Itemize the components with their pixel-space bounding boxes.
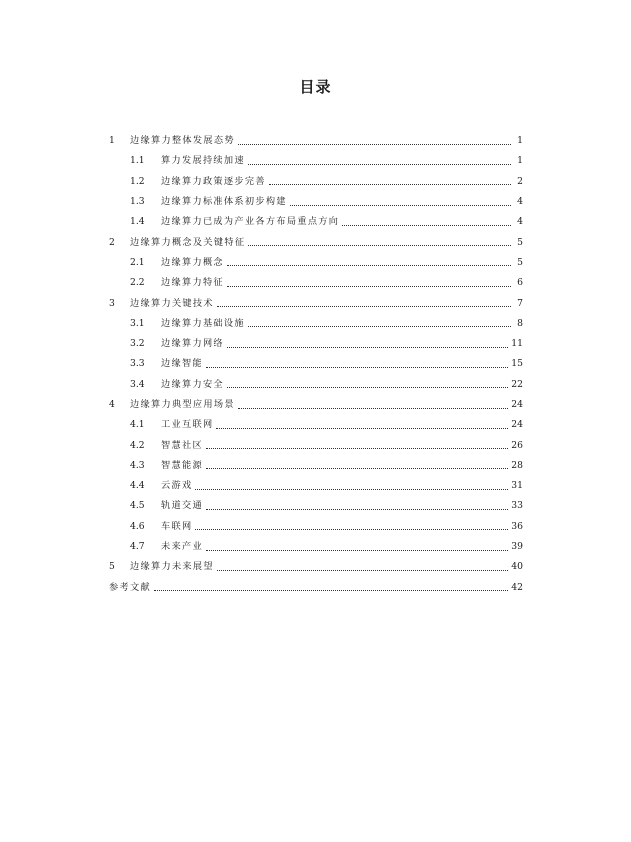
dot-leader — [217, 570, 508, 571]
toc-entry[interactable] — [109, 456, 523, 476]
toc-entry-label: 边缘算力典型应用场景 — [130, 399, 235, 410]
toc-entry-number: 4.5 — [130, 500, 145, 512]
toc-entry-number: 3.4 — [130, 378, 145, 390]
toc-entry-label: 边缘算力基础设施 — [161, 317, 245, 329]
dot-leader — [227, 387, 508, 388]
toc-entry-page-number: 5 — [517, 256, 523, 268]
toc-entry[interactable] — [109, 375, 523, 395]
dot-leader — [290, 205, 511, 206]
toc-entry-page-number: 33 — [511, 500, 523, 512]
toc-entry-page-number: 7 — [517, 297, 523, 309]
toc-entry-number: 3.2 — [130, 338, 145, 350]
toc-entry-page-number: 6 — [517, 277, 523, 289]
toc-entry-number: 1 — [109, 135, 115, 147]
dot-leader — [227, 265, 511, 266]
toc-entry[interactable] — [109, 273, 523, 293]
toc-entry-number: 4 — [109, 399, 115, 410]
toc-entry-page-number: 26 — [511, 439, 523, 451]
toc-entry-number: 1.3 — [130, 196, 145, 208]
toc-entry[interactable] — [109, 578, 523, 598]
toc-entry-number: 1.4 — [130, 216, 145, 228]
toc-entry-label: 边缘算力概念及关键特征 — [130, 236, 246, 248]
toc-entry[interactable] — [109, 496, 523, 516]
dot-leader — [248, 164, 511, 165]
toc-entry-page-number: 8 — [517, 317, 523, 329]
toc-entry[interactable] — [109, 557, 523, 577]
toc-entry-number: 2 — [109, 236, 115, 248]
toc-entry-number: 3 — [109, 297, 115, 309]
toc-entry-number: 5 — [109, 561, 115, 573]
toc-entry[interactable] — [109, 395, 523, 415]
dot-leader — [227, 347, 508, 348]
toc-entry[interactable] — [109, 253, 523, 273]
toc-entry-page-number: 22 — [511, 378, 523, 390]
toc-entry-page-number: 1 — [517, 155, 523, 167]
toc-entry-number: 1.1 — [130, 155, 145, 167]
dot-leader — [216, 428, 508, 429]
dot-leader — [217, 306, 511, 307]
toc-entry-label: 边缘智能 — [161, 358, 203, 370]
toc-entry-label: 轨道交通 — [161, 500, 203, 512]
toc-entry-number: 4.3 — [130, 459, 145, 471]
toc-entry-page-number: 5 — [517, 236, 523, 248]
toc-entry[interactable] — [109, 334, 523, 354]
toc-entry-page-number: 2 — [517, 175, 523, 187]
toc-entry[interactable] — [109, 131, 523, 151]
toc-entry[interactable] — [109, 192, 523, 212]
toc-entry-page-number: 4 — [517, 196, 523, 208]
toc-entry[interactable] — [109, 212, 523, 232]
toc-entry-number: 3.3 — [130, 358, 145, 370]
dot-leader — [206, 468, 508, 469]
toc-entry-page-number: 36 — [511, 520, 523, 532]
toc-entry-label: 参考文献 — [109, 581, 151, 593]
toc-entry-page-number: 39 — [511, 541, 523, 553]
dot-leader — [206, 509, 508, 510]
dot-leader — [195, 529, 508, 530]
toc-entry-label: 边缘算力概念 — [161, 256, 224, 268]
toc-entry-page-number: 4 — [517, 216, 523, 228]
dot-leader — [269, 184, 511, 185]
table-of-contents — [109, 131, 523, 598]
toc-entry-label: 边缘算力网络 — [161, 338, 224, 350]
dot-leader — [154, 590, 508, 591]
toc-entry-page-number: 1 — [517, 135, 523, 147]
toc-entry-label: 边缘算力政策逐步完善 — [161, 175, 266, 187]
toc-entry-page-number: 40 — [511, 561, 523, 573]
toc-entry-page-number: 31 — [511, 480, 523, 492]
toc-entry-label: 边缘算力特征 — [161, 277, 224, 289]
toc-entry-number: 4.2 — [130, 439, 145, 451]
toc-entry[interactable] — [109, 415, 523, 435]
dot-leader — [248, 245, 511, 246]
toc-entry-page-number: 15 — [511, 358, 523, 370]
toc-entry-label: 边缘算力已成为产业各方布局重点方向 — [161, 216, 340, 228]
toc-entry-label: 边缘算力安全 — [161, 378, 224, 390]
toc-entry-label: 智慧社区 — [161, 439, 203, 451]
page-title: 目录 — [299, 78, 332, 96]
toc-entry-number: 4.4 — [130, 480, 145, 492]
toc-entry-label: 工业互联网 — [161, 419, 214, 431]
toc-entry-page-number: 24 — [511, 399, 523, 410]
dot-leader — [206, 448, 508, 449]
toc-entry-label: 边缘算力关键技术 — [130, 297, 214, 309]
toc-entry-page-number: 42 — [511, 581, 523, 593]
toc-entry[interactable] — [109, 314, 523, 334]
dot-leader — [342, 225, 511, 226]
toc-entry[interactable] — [109, 517, 523, 537]
dot-leader — [227, 286, 511, 287]
toc-entry[interactable] — [109, 354, 523, 374]
toc-entry[interactable] — [109, 151, 523, 171]
toc-entry-page-number: 24 — [511, 419, 523, 431]
toc-entry-label: 边缘算力整体发展态势 — [130, 135, 235, 147]
toc-entry-number: 1.2 — [130, 175, 145, 187]
toc-entry-label: 云游戏 — [161, 480, 193, 492]
toc-entry-number: 3.1 — [130, 317, 145, 329]
toc-entry-label: 算力发展持续加速 — [161, 155, 245, 167]
toc-entry-number: 4.1 — [130, 419, 145, 431]
dot-leader — [238, 408, 508, 409]
toc-entry-number: 4.7 — [130, 541, 145, 553]
toc-entry-label: 车联网 — [161, 520, 193, 532]
toc-entry-page-number: 11 — [511, 338, 523, 350]
toc-entry-number: 2.1 — [130, 256, 145, 268]
toc-entry[interactable] — [109, 293, 523, 313]
dot-leader — [206, 550, 508, 551]
toc-entry[interactable] — [109, 172, 523, 192]
toc-entry[interactable] — [109, 476, 523, 496]
toc-entry[interactable] — [109, 435, 523, 455]
dot-leader — [206, 367, 508, 368]
toc-entry-label: 未来产业 — [161, 541, 203, 553]
dot-leader — [248, 326, 511, 327]
toc-entry-label: 边缘算力标准体系初步构建 — [161, 196, 287, 208]
toc-entry-number: 2.2 — [130, 277, 145, 289]
toc-entry-page-number: 28 — [511, 459, 523, 471]
toc-entry-label: 边缘算力未来展望 — [130, 561, 214, 573]
dot-leader — [238, 144, 511, 145]
toc-entry-number: 4.6 — [130, 520, 145, 532]
toc-entry-label: 智慧能源 — [161, 459, 203, 471]
toc-entry[interactable] — [109, 232, 523, 252]
dot-leader — [195, 489, 508, 490]
toc-entry[interactable] — [109, 537, 523, 557]
